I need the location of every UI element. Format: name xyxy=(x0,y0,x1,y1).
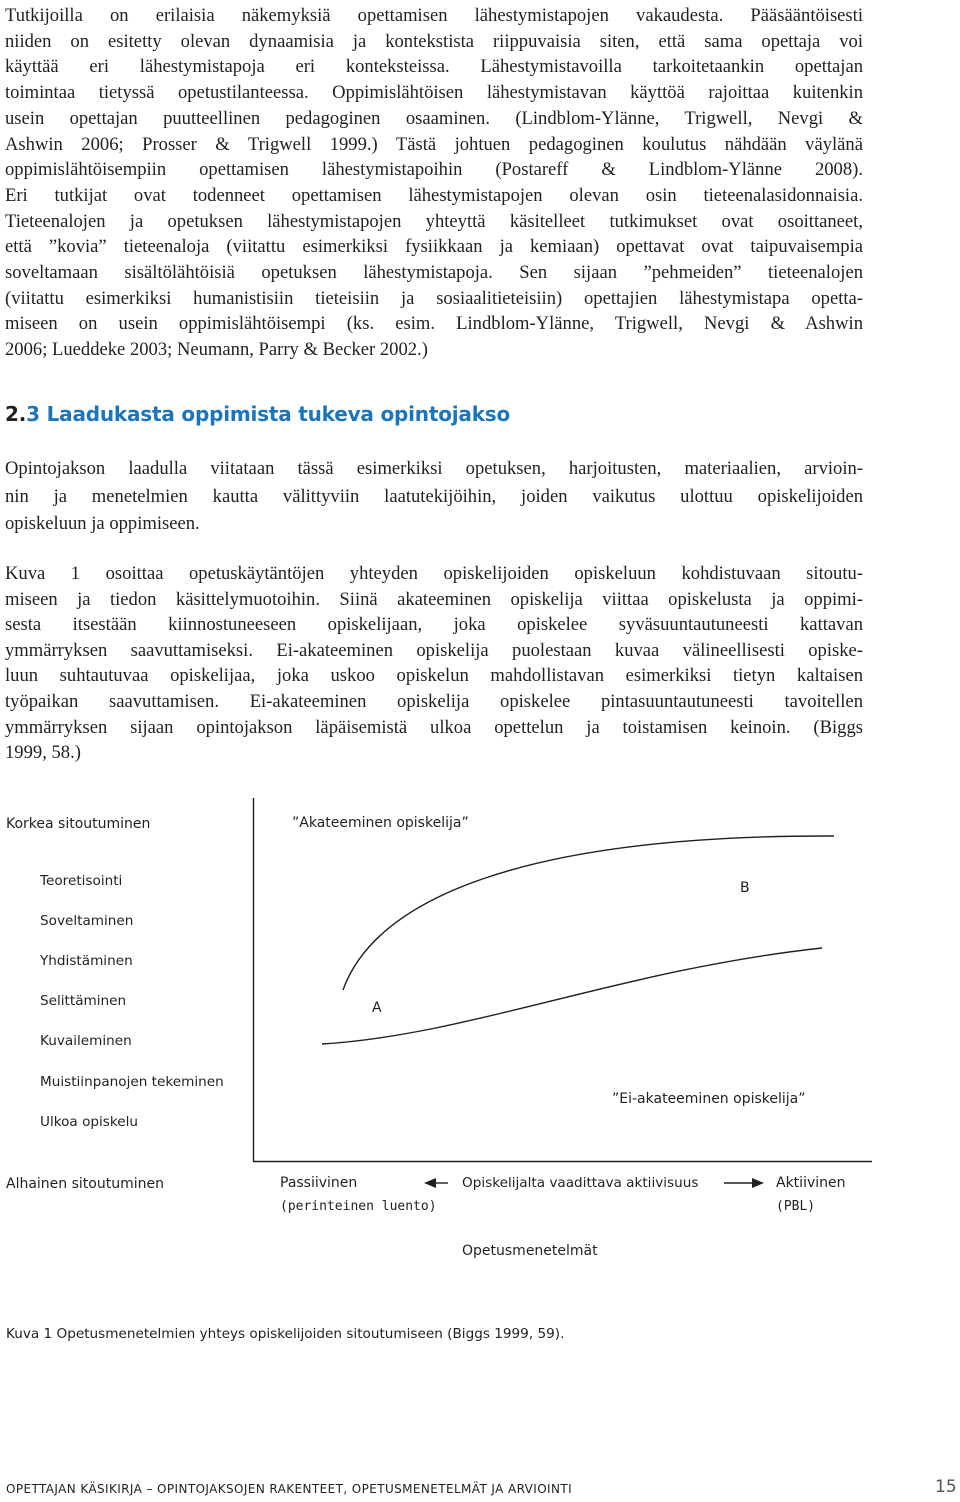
figure-description-paragraph-line: 1999, 58.) xyxy=(5,742,81,764)
activity-describing: Kuvaileminen xyxy=(40,1033,132,1049)
non-academic-student-text: Ei-akateeminen opiskelija xyxy=(619,1091,799,1107)
intro-paragraph-line: käyttää eri lähestymistapoja eri konteksteissa. Lähestymistavoilla tarkoitetaankin opettajan xyxy=(5,56,863,78)
required-activity-label: Opiskelijalta vaadittava aktiivisuus xyxy=(462,1175,699,1191)
activity-theorising: Teoretisointi xyxy=(40,873,123,889)
intro-paragraph-line: Eri tutkijat ovat todenneet opettamisen lähestymistapojen olevan osin tieteenalasidonnaisia. xyxy=(5,184,863,206)
quality-paragraph-line: Opintojakson laadulla viitataan tässä esimerkiksi opetuksen, harjoitusten, materiaalien, arvioin- xyxy=(5,458,863,479)
intro-paragraph-line: toimintaa tietyssä opetustilanteessa. Oppimislähtöisen lähestymistavan käyttöä rajoittaa kuitenkin xyxy=(5,82,863,104)
teaching-methods-axis-title: Opetusmenetelmät xyxy=(462,1243,598,1259)
footer-book-title: OPETTAJAN KÄSIKIRJA – OPINTOJAKSOJEN RAKENTEET, OPETUSMENETELMÄT JA ARVIOINTI xyxy=(6,1482,573,1496)
engagement-diagram xyxy=(0,780,960,1220)
intro-paragraph-line: usein opettajan puutteellinen pedagoginen osaaminen. (Lindblom-Ylänne, Trigwell, Nevgi & xyxy=(5,107,863,129)
activity-relating: Yhdistäminen xyxy=(40,953,133,969)
quality-paragraph-line: opiskeluun ja oppimiseen. xyxy=(5,513,200,534)
arrow-left-icon xyxy=(424,1178,436,1188)
intro-paragraph-line: soveltamaan sisältölähtöisiä opetuksen lähestymistapoja. Sen sijaan ”pehmeiden” tieteenalojen xyxy=(5,262,863,284)
intro-paragraph-line: niiden on esitetty olevan dynaamisia ja kontekstista riippuvaisia siten, että sama opettaja voi xyxy=(5,30,863,52)
low-engagement-label: Alhainen sitoutuminen xyxy=(6,1176,164,1192)
passive-label: Passiivinen xyxy=(280,1175,358,1191)
section-heading xyxy=(5,402,510,426)
intro-paragraph xyxy=(5,3,863,363)
activity-explaining: Selittäminen xyxy=(40,993,127,1009)
quality-paragraph-line: nin ja menetelmien kautta välittyviin laatutekijöihin, joiden vaikutus ulottuu opiskelijoiden xyxy=(5,485,863,507)
intro-paragraph-line: Tutkijoilla on erilaisia näkemyksiä opettamisen lähestymistapojen vakaudesta. Pääsääntöisesti xyxy=(5,5,863,26)
section-number-prefix: 2. xyxy=(5,402,27,426)
academic-student-curve xyxy=(343,836,834,990)
curve-b-label: B xyxy=(740,880,750,896)
figure-description-paragraph-line: Kuva 1 osoittaa opetuskäytäntöjen yhteyden opiskelijoiden opiskeluun kohdistuvaan sitoutu- xyxy=(5,563,863,584)
arrow-right-icon xyxy=(752,1178,764,1188)
high-engagement-label: Korkea sitoutuminen xyxy=(6,816,151,832)
non-academic-student-label: ”Ei-akateeminen opiskelija” xyxy=(612,1091,806,1107)
quality-paragraph xyxy=(5,455,863,538)
curve-a-label: A xyxy=(372,1000,382,1016)
academic-student-label: ”Akateeminen opiskelija” xyxy=(292,815,469,831)
intro-paragraph-line: miseen on usein oppimislähtöisempi (ks. esim. Lindblom-Ylänne, Trigwell, Nevgi & Ashwin xyxy=(5,313,863,335)
non-academic-student-curve xyxy=(322,948,822,1044)
intro-paragraph-line: Tieteenalojen ja opetuksen lähestymistapojen yhteyttä käsitelleet tutkimukset ovat osoittaneet, xyxy=(5,210,863,232)
intro-paragraph-line: oppimislähtöisempiin opettamisen lähestymistapoihin (Postareff & Lindblom-Ylänne 2008). xyxy=(5,159,863,181)
figure-description-paragraph-line: työpaikan saavuttamisen. Ei-akateeminen opiskelija opiskelee pintasuuntautuneesti tavoitellen xyxy=(5,690,863,712)
active-label: Aktiivinen xyxy=(776,1175,846,1191)
section-number-suffix: 3 xyxy=(26,402,40,426)
figure-description-paragraph-line: luun suhtautuvaa opiskelijaa, joka uskoo opiskelun mahdollistavan esimerkiksi tietyn kaltaisen xyxy=(5,665,863,687)
intro-paragraph-line: 2006; Lueddeke 2003; Neumann, Parry & Becker 2002.) xyxy=(5,339,428,361)
intro-paragraph-line: (viitattu esimerkiksi humanistisiin tieteisiin ja sosiaalitieteisiin) opettajien lähestymistapa opetta- xyxy=(5,287,863,309)
page-number: 15 xyxy=(935,1477,957,1497)
figure-caption xyxy=(6,1326,564,1342)
activity-applying: Soveltaminen xyxy=(40,913,134,929)
intro-paragraph-line: Ashwin 2006; Prosser & Trigwell 1999.) Tästä johtuen pedagoginen koulutus nähdään väylänä xyxy=(5,133,863,155)
figure-description-paragraph-line: sesta itsestään kiinnostuneeseen opiskelijaan, joka opiskelee syväsuuntautuneesti kattavan xyxy=(5,614,863,636)
passive-note: (perinteinen luento) xyxy=(280,1199,437,1214)
caption-label: Kuva 1 xyxy=(6,1326,53,1342)
intro-paragraph-line: että ”kovia” tieteenaloja (viitattu esimerkiksi fysiikkaan ja kemiaan) opettavat ovat taipuvaisempia xyxy=(5,236,863,258)
figure-description-paragraph-line: miseen ja tiedon käsittelymuotoihin. Siinä akateeminen opiskelija viittaa opiskelusta ja oppimi- xyxy=(5,588,863,610)
figure-description-paragraph xyxy=(5,561,863,766)
figure-description-paragraph-line: ymmärryksen sijaan opintojakson läpäisemistä ulkoa opettelun ja toistamisen keinoin. (Biggs xyxy=(5,716,863,738)
activity-note-taking: Muistiinpanojen tekeminen xyxy=(40,1074,224,1090)
active-note: (PBL) xyxy=(776,1199,816,1214)
caption-text: Opetusmenetelmien yhteys opiskelijoiden sitoutumiseen (Biggs 1999, 59). xyxy=(56,1326,565,1342)
section-title: Laadukasta oppimista tukeva opintojakso xyxy=(46,402,511,426)
activity-memorising: Ulkoa opiskelu xyxy=(40,1114,139,1130)
figure-description-paragraph-line: ymmärryksen saavuttamiseksi. Ei-akateeminen opiskelija puolestaan kuvaa välineellisesti opiske- xyxy=(5,639,863,661)
academic-student-text: Akateeminen opiskelija xyxy=(299,815,462,831)
